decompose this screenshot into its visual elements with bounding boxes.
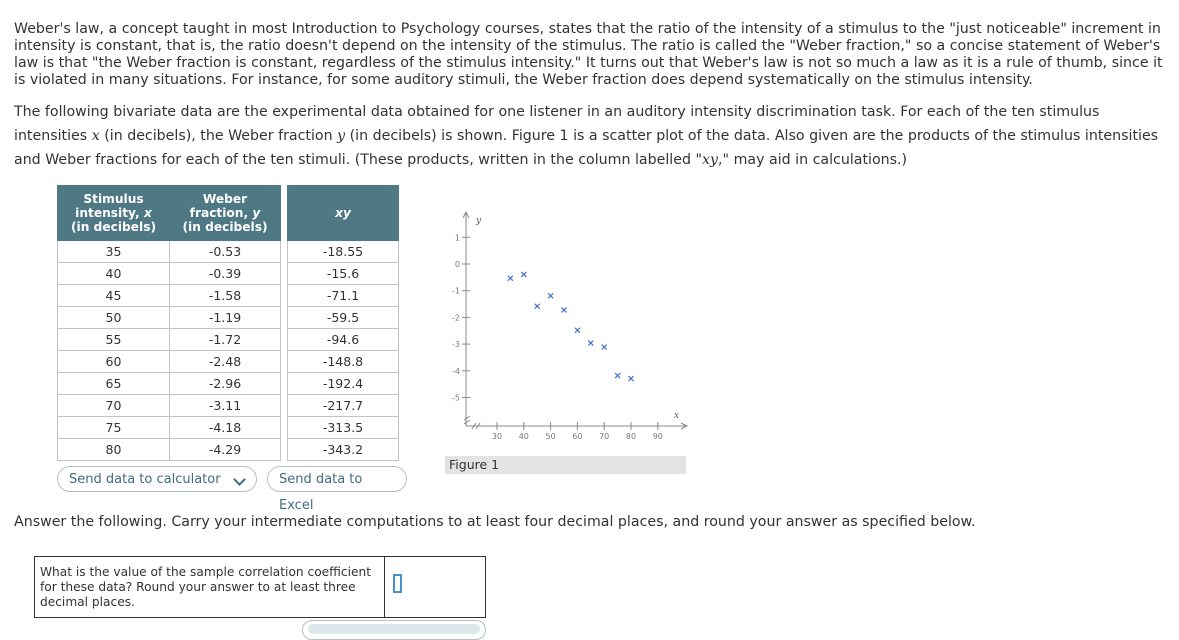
intro-text: The following bivariate data are the experimental data obtained for one listener in an auditory intensity discrimination task. For each of the ten stimulus intensities — [14, 104, 1100, 144]
cell-x: 45 — [58, 285, 170, 307]
data-point — [562, 307, 567, 312]
y-tick-label: 0 — [454, 260, 460, 269]
y-axis-label: y — [476, 216, 482, 226]
cell-xy: -18.55 — [288, 241, 399, 263]
cell-x: 35 — [58, 241, 170, 263]
figure-caption: Figure 1 — [445, 456, 686, 474]
table-row — [58, 329, 281, 351]
scatter-plot — [444, 208, 694, 448]
data-point — [548, 293, 553, 298]
x-tick-label: 50 — [545, 432, 556, 441]
var-y: y — [337, 128, 346, 144]
intro-text: ," may aid in calculations.) — [718, 152, 908, 168]
cell-y: -0.53 — [170, 241, 281, 263]
y-axis-break — [464, 416, 470, 424]
table-row — [288, 263, 399, 285]
x-tick-label: 80 — [625, 432, 637, 441]
intro-text: (in decibels), the Weber fraction — [99, 128, 338, 144]
cell-y: -4.29 — [170, 439, 281, 461]
cell-xy: -343.2 — [288, 439, 399, 461]
table-row — [58, 241, 281, 263]
x-tick-label: 90 — [652, 432, 663, 441]
intro-text: (in decibels) is shown. Figure 1 is a scatter plot of the data. Also given are the products of the stimulus intensities and Weber fractions for each of the ten stimuli. (These products, written in the column labelled " — [14, 128, 1159, 168]
table-row — [58, 351, 281, 373]
header-var: y — [252, 206, 261, 220]
table-row — [288, 351, 399, 373]
cell-xy: -59.5 — [288, 307, 399, 329]
table-row — [58, 395, 281, 417]
data-point — [588, 341, 593, 346]
header-var: x — [143, 206, 152, 220]
question-box — [34, 556, 486, 618]
button-label: Send data to calculator — [69, 472, 221, 487]
y-tick-label: -3 — [452, 340, 460, 350]
cell-x: 55 — [58, 329, 170, 351]
y-tick-label: -4 — [452, 366, 460, 376]
cell-xy: -15.6 — [288, 263, 399, 285]
cell-y: -1.19 — [170, 307, 281, 329]
var-xy: xy — [702, 152, 719, 168]
cell-x: 75 — [58, 417, 170, 439]
cell-y: -0.39 — [170, 263, 281, 285]
intro-paragraph-2 — [14, 100, 1164, 172]
cell-xy: -192.4 — [288, 373, 399, 395]
cell-xy: -71.1 — [288, 285, 399, 307]
x-tick-label: 70 — [599, 432, 610, 441]
table-row — [58, 439, 281, 461]
table-row — [58, 307, 281, 329]
question-text: What is the value of the sample correlation coefficient for these data? Round your answer to at least three decimal places. — [35, 557, 385, 617]
cell-x: 40 — [58, 263, 170, 285]
data-point — [615, 373, 620, 378]
header-xy — [288, 186, 399, 241]
header-var: xy — [335, 206, 351, 220]
cell-y: -4.18 — [170, 417, 281, 439]
cell-y: -1.58 — [170, 285, 281, 307]
x-axis-label: x — [674, 411, 680, 421]
x-tick-label: 40 — [518, 432, 529, 441]
data-point — [575, 328, 580, 333]
data-table-xy — [57, 185, 281, 461]
chevron-down-icon — [233, 473, 246, 486]
cell-y: -1.72 — [170, 329, 281, 351]
cell-x: 80 — [58, 439, 170, 461]
header-weber-fraction — [170, 186, 281, 241]
button-label: Send data to Excel — [279, 472, 363, 513]
table-row — [288, 373, 399, 395]
cell-x: 60 — [58, 351, 170, 373]
cell-xy: -217.7 — [288, 395, 399, 417]
table-row — [58, 373, 281, 395]
cell-xy: -148.8 — [288, 351, 399, 373]
header-text: (in decibels) — [70, 220, 157, 234]
cell-xy: -94.6 — [288, 329, 399, 351]
data-table-products — [287, 185, 399, 461]
cell-xy: -313.5 — [288, 417, 399, 439]
table-row — [288, 439, 399, 461]
cell-y: -3.11 — [170, 395, 281, 417]
table-row — [288, 307, 399, 329]
table-row — [58, 285, 281, 307]
data-point — [602, 345, 607, 350]
header-text: Weber fraction, — [189, 192, 253, 220]
header-text: Stimulus — [83, 192, 144, 206]
var-x: x — [91, 128, 100, 144]
x-tick-label: 30 — [491, 432, 503, 441]
data-point — [508, 276, 513, 281]
cell-y: -2.48 — [170, 351, 281, 373]
y-tick-label: -2 — [452, 313, 460, 323]
x-tick-label: 60 — [572, 432, 583, 441]
table-row — [288, 395, 399, 417]
y-tick-label: -1 — [452, 286, 460, 296]
data-point — [535, 304, 540, 309]
cell-x: 50 — [58, 307, 170, 329]
table-row — [58, 417, 281, 439]
cell-x: 65 — [58, 373, 170, 395]
table-row — [288, 329, 399, 351]
cell-y: -2.96 — [170, 373, 281, 395]
next-control-fill — [308, 624, 480, 634]
send-to-excel-button[interactable] — [267, 466, 407, 513]
cell-x: 70 — [58, 395, 170, 417]
instructions-text: Answer the following. Carry your intermediate computations to at least four decimal places, and round your answer as specified below. — [14, 514, 976, 530]
answer-input[interactable] — [393, 574, 402, 593]
header-stimulus-intensity — [58, 186, 170, 241]
table-row — [288, 285, 399, 307]
table-row — [288, 241, 399, 263]
header-text: intensity, — [75, 206, 144, 220]
data-point — [521, 272, 526, 277]
header-text: (in decibels) — [182, 220, 268, 234]
table-row — [288, 417, 399, 439]
y-tick-label: -5 — [452, 393, 460, 403]
send-to-calculator-button[interactable] — [57, 466, 257, 492]
table-row — [58, 263, 281, 285]
intro-paragraph-1: Weber's law, a concept taught in most Introduction to Psychology courses, states that the ratio of the intensity of a stimulus to the "just noticeable" increment in intensity is constant, that is, the ratio doesn't depend on the intensity of the stimulus. The ratio is called the "Weber fraction," so a concise statement of Weber's law is that "the Weber fraction is constant, regardless of the stimulus intensity." It turns out that Weber's law is not so much a law as it is a rule of thumb, since it is violated in many situations. For instance, for some auditory stimuli, the Weber fraction does depend systematically on the stimulus intensity. — [14, 21, 1163, 88]
y-tick-label: 1 — [454, 233, 460, 243]
data-point — [629, 376, 634, 381]
